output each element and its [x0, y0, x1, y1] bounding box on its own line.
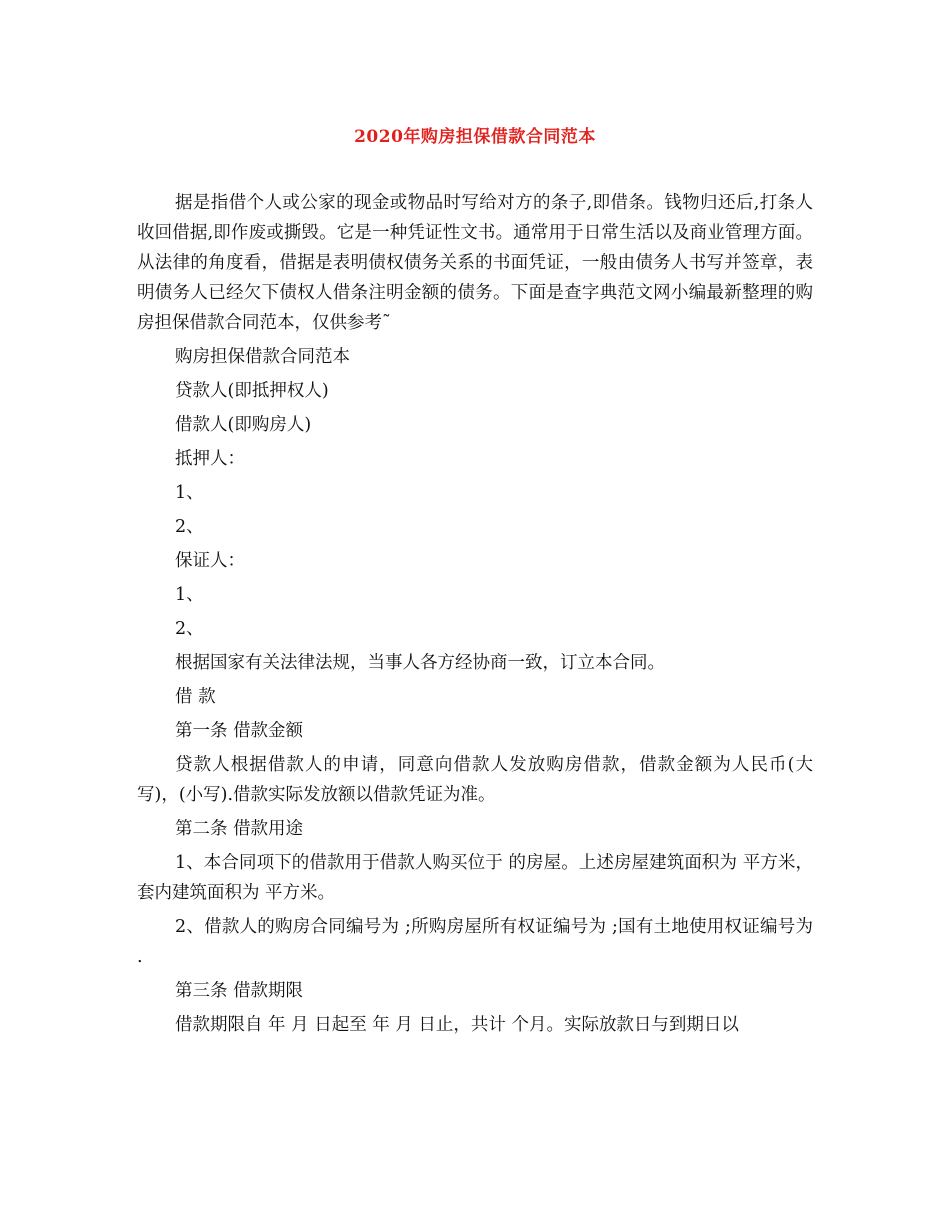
- paragraph-agreement: 根据国家有关法律法规，当事人各方经协商一致，订立本合同。: [175, 653, 665, 673]
- article-2-heading: 第二条 借款用途: [175, 819, 304, 839]
- paragraph-intro: 据是指借个人或公家的现金或物品时写给对方的条子,即借条。钱物归还后,打条人收回借据,即作废或撕毁。它是一种凭证性文书。通常用于日常生活以及商业管理方面。从法律的角度看，借据是表明债权债务关系的书面凭证，一般由债务人书写并签章，表明债务人已经欠下债权人借条注明金额的债务。下面是查字典范文网小编最新整理的购房担保借款合同范本，仅供参考˜: [137, 193, 813, 333]
- article-1-text: 贷款人根据借款人的申请，同意向借款人发放购房借款，借款金额为人民币(大写)，(小写).借款实际发放额以借款凭证为准。: [137, 755, 813, 805]
- article-2-item-1: 1、本合同项下的借款用于借款人购买位于 的房屋。上述房屋建筑面积为 平方米，套内建筑面积为 平方米。: [137, 853, 813, 903]
- paragraph-mortgagor-2: 2、: [175, 517, 204, 537]
- article-3-heading: 第三条 借款期限: [175, 981, 304, 1001]
- section-heading-loan: 借 款: [175, 687, 216, 707]
- paragraph-mortgagor-1: 1、: [175, 483, 204, 503]
- article-3-text: 借款期限自 年 月 日起至 年 月 日止，共计 个月。实际放款日与到期日以: [175, 1015, 739, 1035]
- article-1-heading: 第一条 借款金额: [175, 721, 304, 741]
- paragraph-contract-name: 购房担保借款合同范本: [175, 347, 350, 367]
- paragraph-mortgagor: 抵押人：: [175, 449, 245, 469]
- paragraph-guarantor-2: 2、: [175, 619, 204, 639]
- document-title: 2020年购房担保借款合同范本: [354, 127, 596, 147]
- paragraph-borrower: 借款人(即购房人): [175, 415, 312, 435]
- paragraph-guarantor: 保证人：: [175, 551, 245, 571]
- article-2-item-2: 2、借款人的购房合同编号为 ;所购房屋所有权证编号为 ;国有土地使用权证编号为 .: [137, 917, 813, 967]
- paragraph-lender: 贷款人(即抵押权人): [175, 381, 329, 401]
- paragraph-guarantor-1: 1、: [175, 585, 204, 605]
- document-body: [137, 188, 813, 1044]
